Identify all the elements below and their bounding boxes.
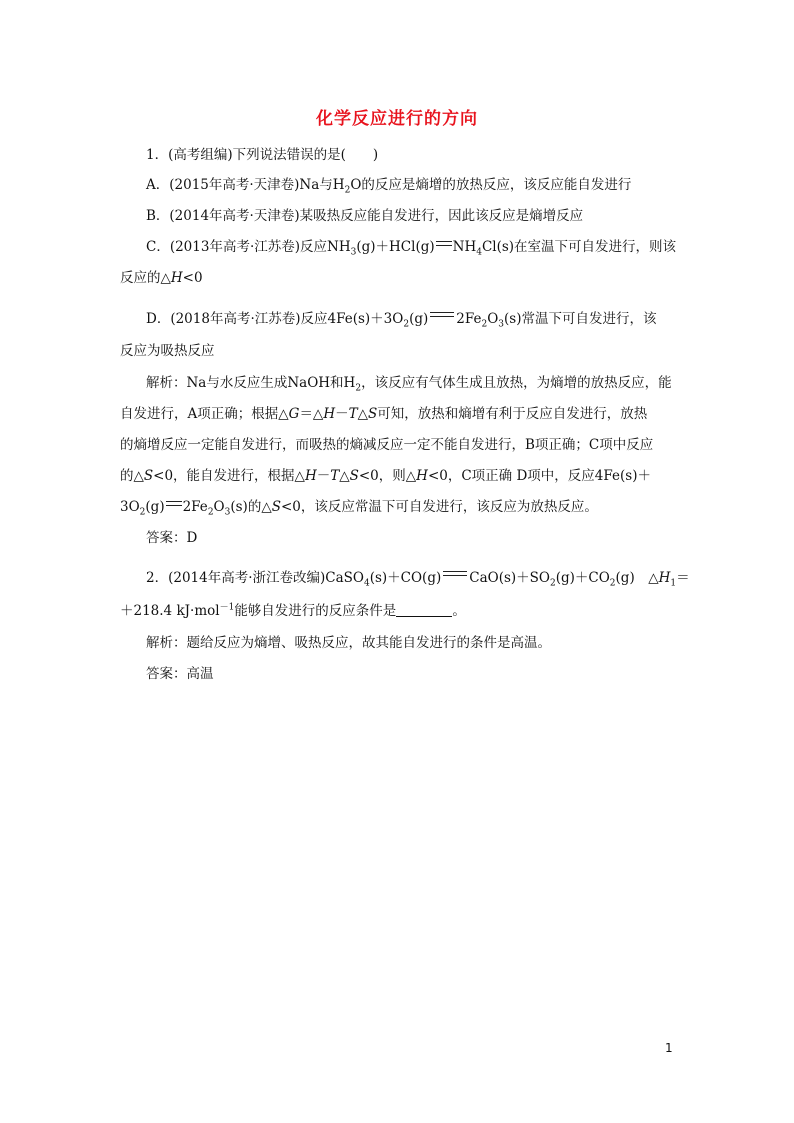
page-title: 化学反应进行的方向: [316, 109, 478, 129]
q1-analysis-line1: 解析：Na与水反应生成NaOH和$H_2$，该反应有气体生成且放热，为熵增的放热反应，能: [146, 375, 672, 394]
q2-stem-line1: 2．(2014年高考·浙江卷改编)CaSO$_4$(s)＋CO(g) $CaO(s)+SO_2(g)+CO_2(g)$ $\triangle H_1=$: [146, 570, 690, 589]
reversible-arrow-icon: [429, 310, 455, 320]
answer-blank: [396, 602, 452, 617]
q1-option-b: B．(2014年高考·天津卷)某吸热反应能自发进行，因此该反应是熵增反应: [146, 208, 584, 224]
q1-analysis-line4: 的△S<0，能自发进行，根据△H－T△S<0，则△H<0，C项正确 D项中，反应4Fe(s)＋: [120, 468, 651, 484]
q1-analysis-line5: $3O_2(g)$ $2Fe_2O_3(s)$的△S<0，该反应常温下可自发进行，该反应为放热反应。: [120, 499, 598, 518]
q2-analysis: 解析：题给反应为熵增、吸热反应，故其能自发进行的条件是高温。: [146, 635, 551, 651]
q1-option-c-line2: 反应的△H<0: [120, 270, 203, 286]
q1-stem: 1．(高考组编)下列说法错误的是( ): [146, 147, 379, 163]
q1-option-a: A．(2015年高考·天津卷)Na与$H_2O$的反应是熵增的放热反应，该反应能自发进行: [146, 177, 632, 196]
q1-analysis-line3: 的熵增反应一定能自发进行，而吸热的熵减反应一定不能自发进行，B项正确；C项中反应: [120, 437, 654, 453]
q1-answer: 答案：D: [146, 530, 198, 546]
equals-sign-icon: [165, 500, 183, 508]
equals-sign-icon: [435, 240, 453, 248]
reversible-arrow-icon: [442, 569, 468, 579]
q1-option-c-line1: C．(2013年高考·江苏卷)反应$NH_3(g)+HCl(g)$ $NH_4Cl(s)$在室温下可自发进行，则该: [146, 239, 677, 258]
q2-stem-line2: ＋218.4 kJ·mol$^{-1}$能够自发进行的反应条件是 。: [120, 602, 466, 619]
q1-option-d-line1: D．(2018年高考·江苏卷)反应$4Fe(s)+3O_2(g)$ $2Fe_2O_3(s)$常温下可自发进行，该: [146, 311, 657, 330]
q1-analysis-line2: 自发进行，A项正确；根据△G＝△H－T△S可知，放热和熵增有利于反应自发进行，放热: [120, 406, 648, 422]
page-number: 1: [665, 1041, 673, 1055]
q1-option-d-line2: 反应为吸热反应: [120, 343, 215, 359]
q2-answer: 答案：高温: [146, 666, 214, 682]
